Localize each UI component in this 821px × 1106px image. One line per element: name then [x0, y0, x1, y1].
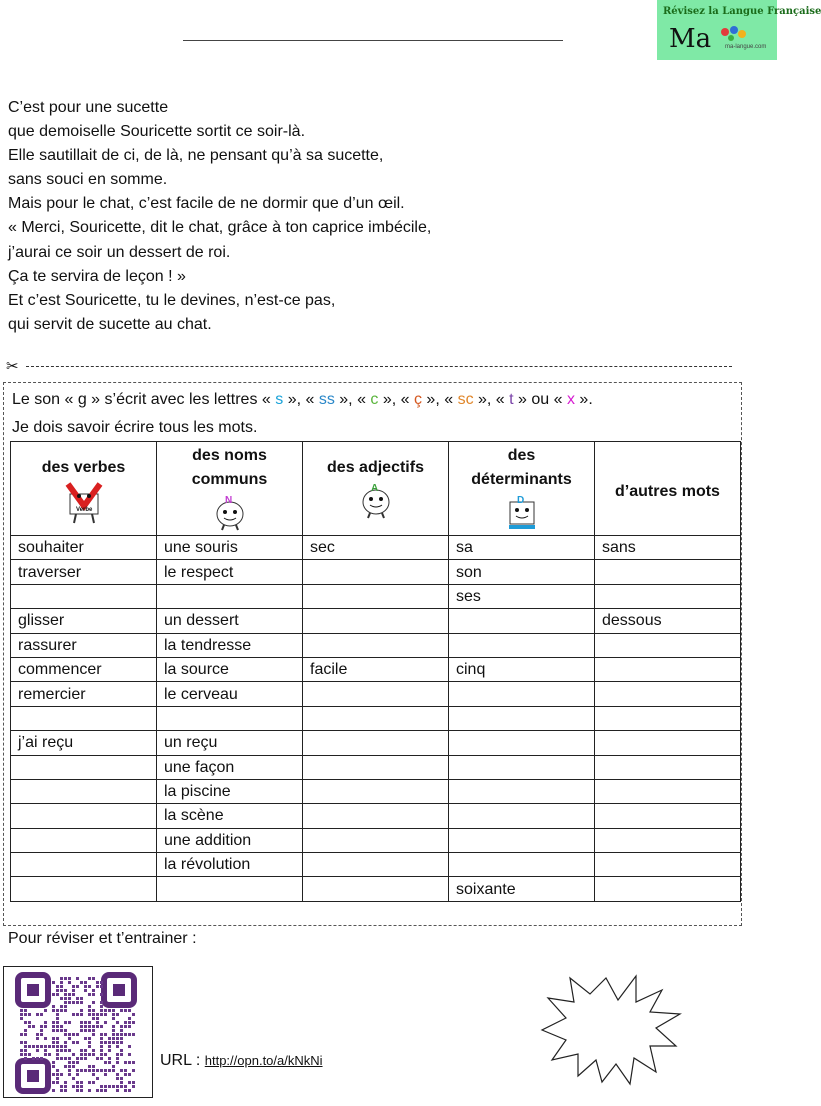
starburst-shape	[538, 968, 688, 1088]
table-cell-determinant: son	[449, 560, 595, 584]
table-cell-nom: la tendresse	[157, 633, 303, 657]
rule-letter-x: x	[566, 391, 575, 408]
table-cell-adjectif	[303, 755, 449, 779]
header-noms	[157, 442, 303, 536]
table-cell-determinant	[449, 633, 595, 657]
rule-letter-s: s	[275, 391, 284, 408]
table-cell-determinant	[449, 804, 595, 828]
table-cell-verbe: glisser	[11, 609, 157, 633]
table-cell-nom: la révolution	[157, 853, 303, 877]
poem-line: j’aurai ce soir un dessert de roi.	[8, 243, 231, 261]
table-row	[11, 877, 741, 901]
rule-separator: », «	[473, 391, 510, 408]
table-cell-adjectif	[303, 584, 449, 608]
title-blank-line	[183, 40, 563, 41]
url-line	[160, 1052, 323, 1070]
table-header-row	[11, 442, 741, 536]
adjectif-mascot-icon	[359, 482, 393, 518]
table-cell-determinant	[449, 731, 595, 755]
table-row	[11, 731, 741, 755]
svg-text:Verbe: Verbe	[75, 507, 92, 513]
table-cell-adjectif	[303, 560, 449, 584]
table-cell-autre	[595, 560, 741, 584]
table-row	[11, 828, 741, 852]
rule-separator: », «	[421, 391, 458, 408]
rule-letter-ss: ss	[318, 391, 335, 408]
poem-text	[8, 96, 431, 337]
table-cell-nom: un dessert	[157, 609, 303, 633]
table-cell-adjectif	[303, 609, 449, 633]
table-cell-adjectif: facile	[303, 657, 449, 681]
table-cell-nom: la source	[157, 657, 303, 681]
url-link[interactable]: http://opn.to/a/kNkNi	[204, 1053, 323, 1068]
table-cell-verbe: commencer	[11, 657, 157, 681]
svg-text:A: A	[370, 483, 378, 494]
nom-mascot-icon	[213, 494, 247, 530]
revision-label: Pour réviser et t’entrainer :	[8, 930, 197, 947]
table-cell-verbe: rassurer	[11, 633, 157, 657]
table-cell-verbe: j’ai reçu	[11, 731, 157, 755]
table-cell-autre	[595, 877, 741, 901]
verbe-mascot-icon	[64, 482, 104, 524]
header-verbes	[11, 442, 157, 536]
poem-line: qui servit de sucette au chat.	[8, 315, 212, 333]
poem-line: Et c’est Souricette, tu le devines, n’est-ce pas,	[8, 291, 336, 309]
poem-line: Ça te servira de leçon ! »	[8, 267, 186, 285]
table-cell-verbe	[11, 755, 157, 779]
rule-separator: », «	[378, 391, 414, 408]
rule-letter-c: c	[370, 391, 379, 408]
svg-text:N: N	[224, 495, 232, 506]
table-cell-nom: une addition	[157, 828, 303, 852]
header-label: d’autres mots	[615, 483, 720, 500]
poem-line: que demoiselle Souricette sortit ce soir-là.	[8, 123, 306, 141]
rule-suffix: ».	[574, 391, 593, 408]
rule-separator: », «	[283, 391, 319, 408]
qr-code-icon	[4, 967, 152, 1097]
table-cell-nom	[157, 877, 303, 901]
table-cell-verbe	[11, 828, 157, 852]
table-cell-autre	[595, 706, 741, 730]
table-cell-verbe	[11, 877, 157, 901]
table-row	[11, 609, 741, 633]
table-cell-determinant: ses	[449, 584, 595, 608]
table-cell-autre	[595, 804, 741, 828]
header-determinants	[449, 442, 595, 536]
table-cell-nom: une façon	[157, 755, 303, 779]
table-cell-nom	[157, 584, 303, 608]
rule-letter-c-cedilla: ç	[413, 391, 422, 408]
table-cell-autre	[595, 755, 741, 779]
table-row	[11, 804, 741, 828]
svg-text:D: D	[516, 495, 524, 506]
table-cell-determinant	[449, 755, 595, 779]
header-autres-mots	[595, 442, 741, 536]
table-cell-verbe	[11, 804, 157, 828]
table-cell-nom: un reçu	[157, 731, 303, 755]
table-cell-nom: le respect	[157, 560, 303, 584]
dashed-cut-line	[26, 366, 732, 367]
qr-code[interactable]	[3, 966, 153, 1098]
rule-separator: », «	[334, 391, 371, 408]
table-cell-verbe	[11, 584, 157, 608]
poem-line: Mais pour le chat, c’est facile de ne dormir que d’un œil.	[8, 195, 405, 213]
table-cell-autre	[595, 584, 741, 608]
logo-letters-icon	[719, 24, 749, 44]
table-cell-verbe: remercier	[11, 682, 157, 706]
table-cell-autre	[595, 657, 741, 681]
url-label: URL :	[160, 1052, 205, 1069]
poem-line: sans souci en somme.	[8, 171, 168, 189]
table-cell-nom: le cerveau	[157, 682, 303, 706]
table-cell-adjectif	[303, 633, 449, 657]
rule-letter-sc: sc	[457, 391, 474, 408]
table-row	[11, 706, 741, 730]
table-cell-adjectif	[303, 779, 449, 803]
header-adjectifs	[303, 442, 449, 536]
cut-line	[6, 358, 732, 374]
table-cell-nom: la piscine	[157, 779, 303, 803]
table-cell-determinant	[449, 828, 595, 852]
table-cell-verbe: souhaiter	[11, 536, 157, 560]
table-row	[11, 633, 741, 657]
logo-top-text: Révisez la Langue Française	[663, 6, 821, 17]
poem-line: Elle sautillait de ci, de là, ne pensant qu’à sa sucette,	[8, 147, 384, 165]
table-cell-verbe	[11, 779, 157, 803]
header-label: des noms communs	[191, 447, 268, 488]
header-label: des déterminants	[471, 447, 572, 488]
table-cell-adjectif	[303, 804, 449, 828]
table-cell-autre	[595, 853, 741, 877]
table-cell-nom	[157, 706, 303, 730]
table-cell-determinant	[449, 779, 595, 803]
table-cell-adjectif: sec	[303, 536, 449, 560]
table-row	[11, 657, 741, 681]
table-cell-nom: une souris	[157, 536, 303, 560]
table-cell-autre	[595, 828, 741, 852]
table-cell-adjectif	[303, 682, 449, 706]
instruction-text: Je dois savoir écrire tous les mots.	[12, 419, 258, 436]
table-row	[11, 536, 741, 560]
table-cell-autre	[595, 682, 741, 706]
table-cell-nom: la scène	[157, 804, 303, 828]
table-cell-autre	[595, 633, 741, 657]
table-row	[11, 682, 741, 706]
logo-main-text: Ma	[669, 24, 712, 54]
table-row	[11, 779, 741, 803]
word-table	[10, 441, 741, 902]
table-cell-adjectif	[303, 828, 449, 852]
table-cell-autre: sans	[595, 536, 741, 560]
table-cell-adjectif	[303, 731, 449, 755]
table-cell-determinant	[449, 682, 595, 706]
header-label: des adjectifs	[327, 459, 424, 476]
logo-sub-text: ma-langue.com	[725, 44, 767, 50]
rule-prefix: Le son « g » s’écrit avec les lettres «	[12, 391, 276, 408]
table-cell-determinant: soixante	[449, 877, 595, 901]
header-label: des verbes	[41, 459, 126, 476]
scissors-icon: ✂	[6, 357, 19, 375]
site-logo	[657, 0, 821, 60]
table-cell-determinant: sa	[449, 536, 595, 560]
table-row	[11, 584, 741, 608]
table-row	[11, 755, 741, 779]
spelling-rule	[12, 388, 593, 412]
table-cell-verbe	[11, 706, 157, 730]
poem-line: C’est pour une sucette	[8, 99, 169, 116]
table-cell-verbe	[11, 853, 157, 877]
rule-or: » ou «	[513, 391, 567, 408]
table-row	[11, 560, 741, 584]
table-cell-determinant	[449, 853, 595, 877]
table-cell-determinant: cinq	[449, 657, 595, 681]
table-cell-verbe: traverser	[11, 560, 157, 584]
determinant-mascot-icon	[505, 494, 539, 530]
table-cell-autre	[595, 779, 741, 803]
poem-line: « Merci, Souricette, dit le chat, grâce à ton caprice imbécile,	[8, 219, 432, 237]
table-cell-adjectif	[303, 853, 449, 877]
rule-letter-t: t	[509, 391, 514, 408]
table-cell-determinant	[449, 706, 595, 730]
table-cell-determinant	[449, 609, 595, 633]
table-cell-autre	[595, 731, 741, 755]
table-cell-adjectif	[303, 877, 449, 901]
table-cell-autre: dessous	[595, 609, 741, 633]
table-row	[11, 853, 741, 877]
table-cell-adjectif	[303, 706, 449, 730]
